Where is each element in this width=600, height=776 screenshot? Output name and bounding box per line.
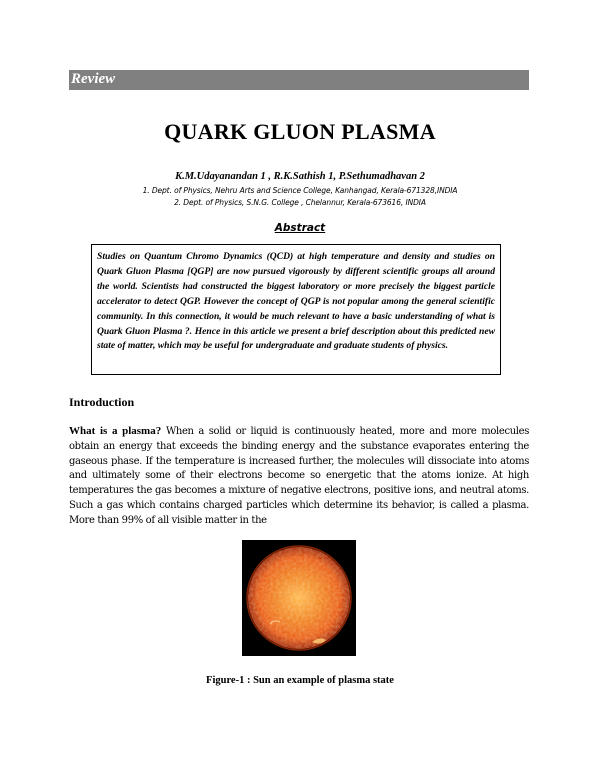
introduction-text: When a solid or liquid is continuously heated, more and more molecules obtain an energy that exceeds the binding energy and the substance evaporates entering the gaseous phase. If the temperature is increased further, the molecules will dissociate into atoms and ultimately some of their electrons become so energetic that the atoms ionize. At high temperatures the gas becomes a mixture of negative electrons, positive ions, and neutral atoms. Such a gas which contains charged particles which determine its behavior, is called a plasma. More than 99% of all visible matter in the bbox=[69, 426, 529, 526]
abstract-text: Studies on Quantum Chromo Dynamics (QCD) at high temperature and density and studies on Quark Gluon Plasma [QGP] are now pursued vigorously by different scientific groups all around the world. Scientists had constructed the biggest laboratory or more precisely the biggest particle accelerator to detect QGP. However the concept of QGP is not popular among the general scientific community. In this connection, it would be much relevant to have a basic understanding of what is Quark Gluon Plasma ?. Hence in this article we present a brief description about this predicted new state of matter, which may be useful for undergraduate and graduate students of physics. bbox=[97, 251, 495, 352]
introduction-lead: What is a plasma? bbox=[69, 425, 162, 437]
section-label: Review bbox=[71, 71, 116, 87]
affiliation-2: 2. Dept. of Physics, S.N.G. College , Chelannur, Kerala-673616, INDIA bbox=[174, 198, 426, 207]
section-label-bar bbox=[69, 70, 529, 90]
sun-illustration bbox=[242, 540, 356, 656]
abstract-box bbox=[91, 244, 501, 375]
introduction-paragraph bbox=[69, 424, 529, 529]
affiliation-1: 1. Dept. of Physics, Nehru Arts and Science College, Kanhangad, Kerala-671328,INDIA bbox=[142, 186, 458, 195]
abstract-heading: Abstract bbox=[274, 222, 326, 234]
authors: K.M.Udayanandan 1 , R.K.Sathish 1, P.Sethumadhavan 2 bbox=[175, 171, 425, 182]
paper-title: QUARK GLUON PLASMA bbox=[164, 119, 436, 144]
sun-image bbox=[242, 540, 356, 656]
figure-caption: Figure-1 : Sun an example of plasma state bbox=[206, 675, 394, 686]
introduction-heading: Introduction bbox=[69, 395, 135, 409]
